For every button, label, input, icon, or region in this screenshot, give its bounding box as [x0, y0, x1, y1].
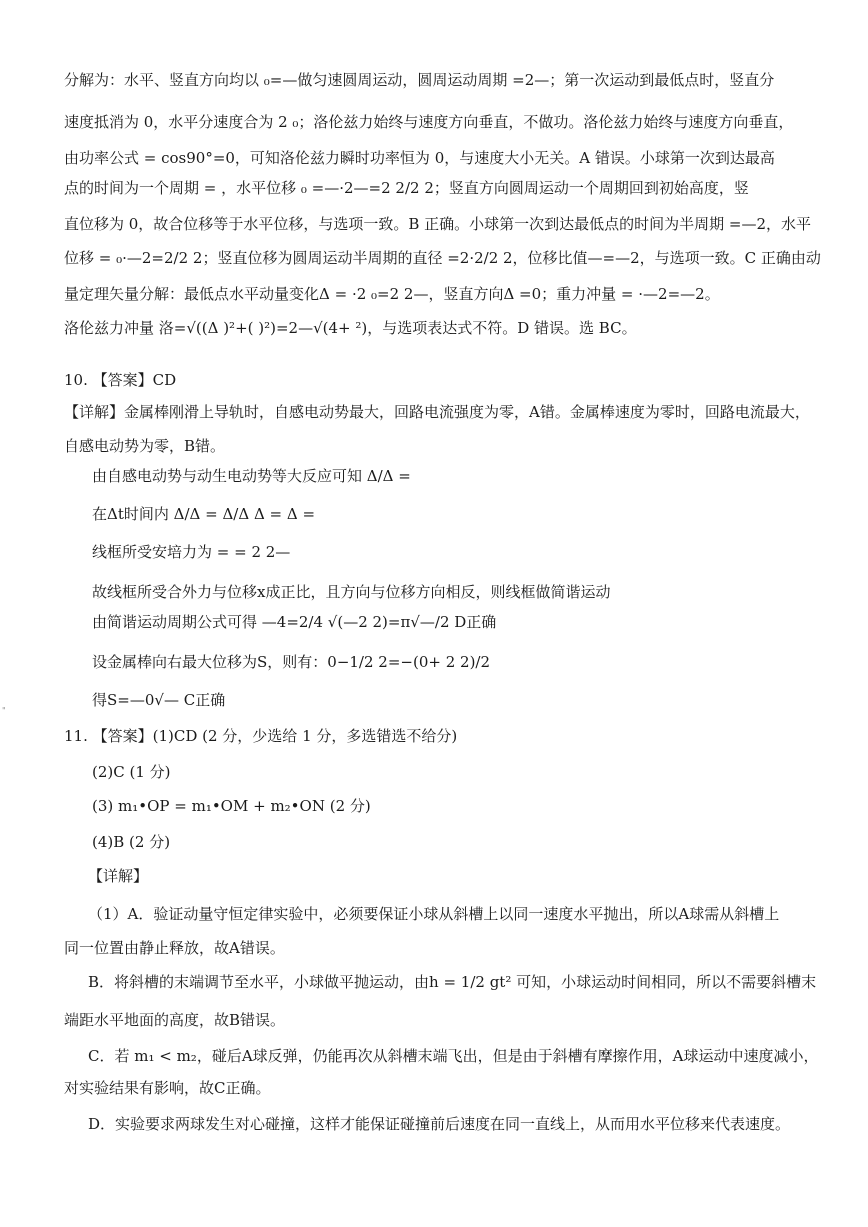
text-line: 在Δt时间内 Δ/Δ = Δ/Δ Δ = Δ =: [92, 505, 316, 523]
text-line: 故线框所受合外力与位移x成正比，且方向与位移方向相反，则线框做简谐运动: [92, 583, 611, 601]
text-line: (4)B (2 分): [92, 833, 171, 851]
text-line: 速度抵消为 0，水平分速度合为 2 ₀；洛伦兹力始终与速度方向垂直，不做功。洛伦兹力始终与速度方向垂直，: [64, 113, 794, 131]
text-line: 【详解】金属棒刚滑上导轨时，自感电动势最大，回路电流强度为零，A错。金属棒速度为零时，回路电流最大，: [64, 403, 810, 421]
answer-10-heading: 10. 【答案】CD: [64, 371, 177, 389]
text-line: 位移 = ₀·—2=2/2 2；竖直位移为圆周运动半周期的直径 =2·2/2 2，位移比值—=—2，与选项一致。C 正确由动: [64, 249, 821, 267]
text-line: 同一位置由静止释放，故A错误。: [64, 939, 285, 957]
answer-11-heading: 11. 【答案】(1)CD (2 分，少选给 1 分，多选错选不给分): [64, 727, 458, 745]
text-line: （1）A．验证动量守恒定律实验中，必须要保证小球从斜槽上以同一速度水平抛出，所以A球需从斜槽上: [88, 905, 780, 923]
text-line: 由功率公式 = cos90°=0，可知洛伦兹力瞬时功率恒为 0，与速度大小无关。A 错误。小球第一次到达最高: [64, 149, 775, 167]
text-line: (3) m₁•OP = m₁•OM + m₂•ON (2 分): [92, 797, 371, 815]
text-line: 对实验结果有影响，故C正确。: [64, 1079, 271, 1097]
text-line: C．若 m₁ < m₂，碰后A球反弹，仍能再次从斜槽末端飞出，但是由于斜槽有摩擦作用，A球运动中速度减小，: [88, 1047, 819, 1065]
text-line: 点的时间为一个周期 = ，水平位移 ₀ =—·2—=2 2/2 2；竖直方向圆周运动一个周期回到初始高度，竖: [64, 179, 749, 197]
text-line: 洛伦兹力冲量 洛=√((Δ )²+( )²)=2—√(4+ ²)，与选项表达式不符。D 错误。选 BC。: [64, 319, 637, 337]
text-line: (2)C (1 分): [92, 763, 171, 781]
text-line: 量定理矢量分解：最低点水平动量变化Δ = ·2 ₀=2 2—，竖直方向Δ =0；重力冲量 = ·—2=—2。: [64, 285, 720, 303]
detail-heading: 【详解】: [88, 867, 149, 885]
text-line: D．实验要求两球发生对心碰撞，这样才能保证碰撞前后速度在同一直线上，从而用水平位移来代表速度。: [88, 1115, 791, 1133]
text-line: 设金属棒向右最大位移为S，则有：0−1/2 2=−(0+ 2 2)/2: [92, 653, 491, 671]
text-line: 自感电动势为零，B错。: [64, 437, 226, 455]
text-line: 端距水平地面的高度，故B错误。: [64, 1011, 286, 1029]
margin-mark: ": [2, 706, 6, 715]
text-line: 直位移为 0，故合位移等于水平位移，与选项一致。B 正确。小球第一次到达最低点的时间为半周期 =—2，水平: [64, 215, 811, 233]
text-line: 分解为：水平、竖直方向均以 ₀=—做匀速圆周运动，圆周运动周期 =2—；第一次运动到最低点时，竖直分: [64, 71, 775, 89]
text-line: 线框所受安培力为 = = 2 2—: [92, 543, 291, 561]
text-line: 由自感电动势与动生电动势等大反应可知 Δ/Δ =: [92, 467, 411, 485]
text-line: 得S=—0√— C正确: [92, 691, 226, 709]
text-line: B．将斜槽的末端调节至水平，小球做平抛运动，由h = 1/2 gt² 可知，小球运动时间相同，所以不需要斜槽末: [88, 973, 817, 991]
text-line: 由简谐运动周期公式可得 —4=2/4 √(—2 2)=π√—/2 D正确: [92, 613, 497, 631]
